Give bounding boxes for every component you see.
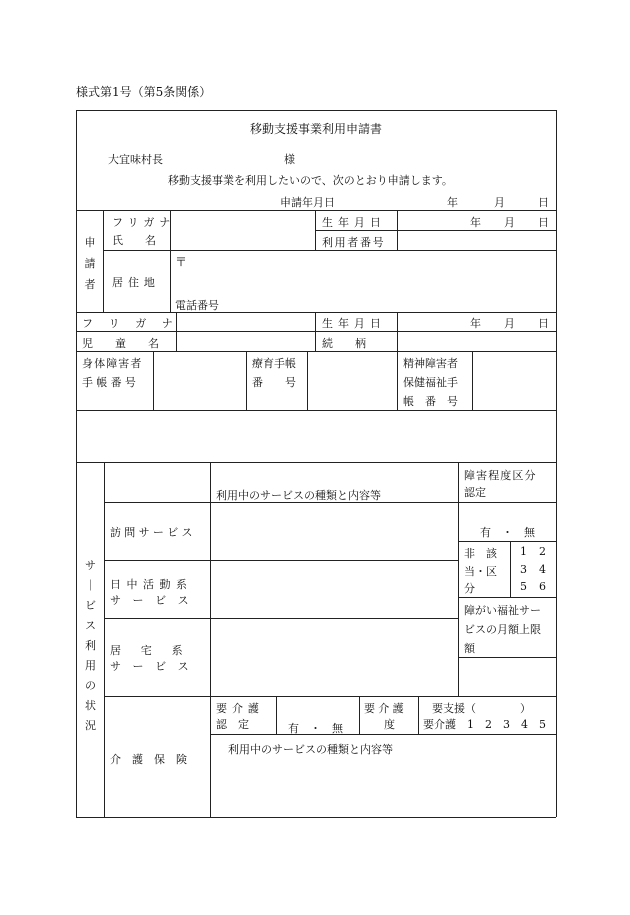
phone-label: 電話番号	[175, 299, 219, 312]
addressee: 大宜味村長	[108, 153, 163, 166]
postal-mark: 〒	[175, 255, 188, 269]
applicant-bottom-line	[76, 312, 556, 313]
care-level-numbers: 要介護 1 2 3 4 5	[423, 718, 546, 731]
ryoiku-cert-label-2: 番 号	[252, 376, 296, 389]
service-label-divider	[104, 462, 105, 817]
frame-top	[76, 110, 556, 111]
care-cert-label-1: 要介護	[216, 702, 264, 715]
service-content-divider	[458, 462, 459, 696]
non-applicable-1: 非 該	[464, 547, 497, 560]
ryoiku-cert-label-1: 療育手帳	[252, 357, 296, 370]
residential-row-bottom	[104, 696, 556, 697]
disability-category-label-2: 認定	[464, 486, 486, 499]
applicant-section-label: 申 請 者	[84, 236, 96, 291]
applicant-birth-month: 月	[504, 216, 515, 229]
category-1: 1	[520, 545, 527, 558]
application-date-year: 年	[447, 196, 458, 209]
non-applicable-3: 分	[464, 582, 475, 595]
addressee-honorific: 様	[284, 153, 295, 166]
child-birth-label: 生年月日	[322, 317, 386, 330]
daytime-service-label-2: サービス	[110, 594, 201, 607]
child-birth-day: 日	[538, 317, 549, 330]
disability-category-label-1: 障害程度区分	[464, 469, 537, 482]
cert-bottom-line	[76, 410, 556, 411]
child-furigana-label: フ リ ガ ナ	[82, 317, 179, 330]
category-6: 6	[539, 580, 546, 593]
applicant-name-label: 氏 名	[112, 234, 156, 247]
non-applicable-2: 当・区	[464, 565, 497, 578]
monthly-limit-label-3: 額	[464, 642, 475, 655]
visit-row-bottom	[104, 560, 458, 561]
birth-row-line	[315, 230, 556, 231]
cert-divider-5	[472, 351, 473, 410]
physical-cert-label-2: 手帳番号	[82, 376, 140, 389]
cert-divider-1	[153, 351, 154, 410]
child-birth-month: 月	[504, 317, 515, 330]
cert-divider-2	[246, 351, 247, 410]
child-birth-year: 年	[470, 317, 481, 330]
service-row-label-divider	[210, 462, 211, 817]
intro-text: 移動支援事業を利用したいので、次のとおり申請します。	[168, 174, 453, 187]
address-label-divider	[170, 250, 171, 312]
care-header-bottom	[210, 734, 556, 735]
cert-divider-4	[397, 351, 398, 410]
daytime-row-bottom	[104, 618, 458, 619]
application-date-label: 申請年月日	[280, 196, 335, 209]
disability-yes-no: 有 ・ 無	[480, 526, 535, 539]
mental-cert-label-1: 精神障害者	[403, 357, 458, 370]
category-divider	[510, 541, 511, 597]
care-level-label-1: 要介護	[364, 702, 407, 715]
care-cert-label-2: 認 定	[216, 718, 249, 731]
care-level-divider	[418, 696, 419, 734]
blank-band-bottom	[76, 462, 556, 463]
child-relation-label: 続 柄	[322, 337, 366, 350]
applicant-top-line	[76, 210, 556, 211]
care-cert-yes-no: 有 ・ 無	[288, 722, 343, 735]
category-4: 4	[539, 563, 546, 576]
child-middle-line	[76, 331, 556, 332]
category-bottom	[458, 597, 556, 598]
form-title: 移動支援事業利用申請書	[249, 122, 382, 136]
category-3: 3	[520, 563, 527, 576]
service-section-label: サ ｜ ビ ス 利 用 の 状 況	[85, 559, 96, 732]
mental-cert-label-3: 帳 番 号	[403, 395, 458, 408]
user-number-label: 利用者番号	[322, 236, 386, 249]
physical-cert-label-1: 身体障害者	[82, 357, 143, 370]
category-5: 5	[520, 580, 527, 593]
care-level-label-2: 度	[384, 718, 395, 731]
service-content-header: 利用中のサービスの種類と内容等	[216, 489, 381, 502]
applicant-birth-year: 年	[470, 216, 481, 229]
address-label: 居住地	[112, 276, 160, 289]
yes-no-top	[458, 541, 556, 542]
mental-cert-label-2: 保健福祉手	[403, 376, 458, 389]
applicant-birth-label: 生年月日	[322, 216, 386, 229]
care-yes-no-divider	[359, 696, 360, 734]
residential-service-label-1: 居 宅 系	[110, 644, 187, 657]
category-2: 2	[539, 545, 546, 558]
visit-service-label: 訪問サービス	[110, 526, 196, 539]
applicant-furigana-label: フリガナ	[112, 216, 176, 229]
child-name-label: 児 童 名	[82, 337, 159, 350]
care-content-label: 利用中のサービスの種類と内容等	[228, 743, 393, 756]
residential-service-label-2: サービス	[110, 660, 201, 673]
limit-bottom	[458, 657, 556, 658]
care-insurance-label: 介 護 保 険	[110, 753, 187, 766]
care-cert-divider	[276, 696, 277, 734]
frame-right	[556, 110, 557, 817]
form-number: 様式第1号（第5条関係）	[76, 85, 212, 99]
support-level-label: 要支援（ ）	[432, 702, 531, 715]
daytime-service-label-1: 日中活動系	[110, 578, 193, 591]
frame-bottom	[76, 817, 556, 818]
application-date-month: 月	[494, 196, 505, 209]
application-date-day: 日	[538, 196, 549, 209]
monthly-limit-label-2: ビスの月額上限	[464, 623, 541, 636]
frame-left	[76, 110, 77, 817]
child-bottom-line	[76, 351, 556, 352]
applicant-birth-day: 日	[538, 216, 549, 229]
monthly-limit-label-1: 障がい福祉サー	[464, 604, 541, 617]
cert-divider-3	[307, 351, 308, 410]
applicant-label-divider	[103, 210, 104, 312]
